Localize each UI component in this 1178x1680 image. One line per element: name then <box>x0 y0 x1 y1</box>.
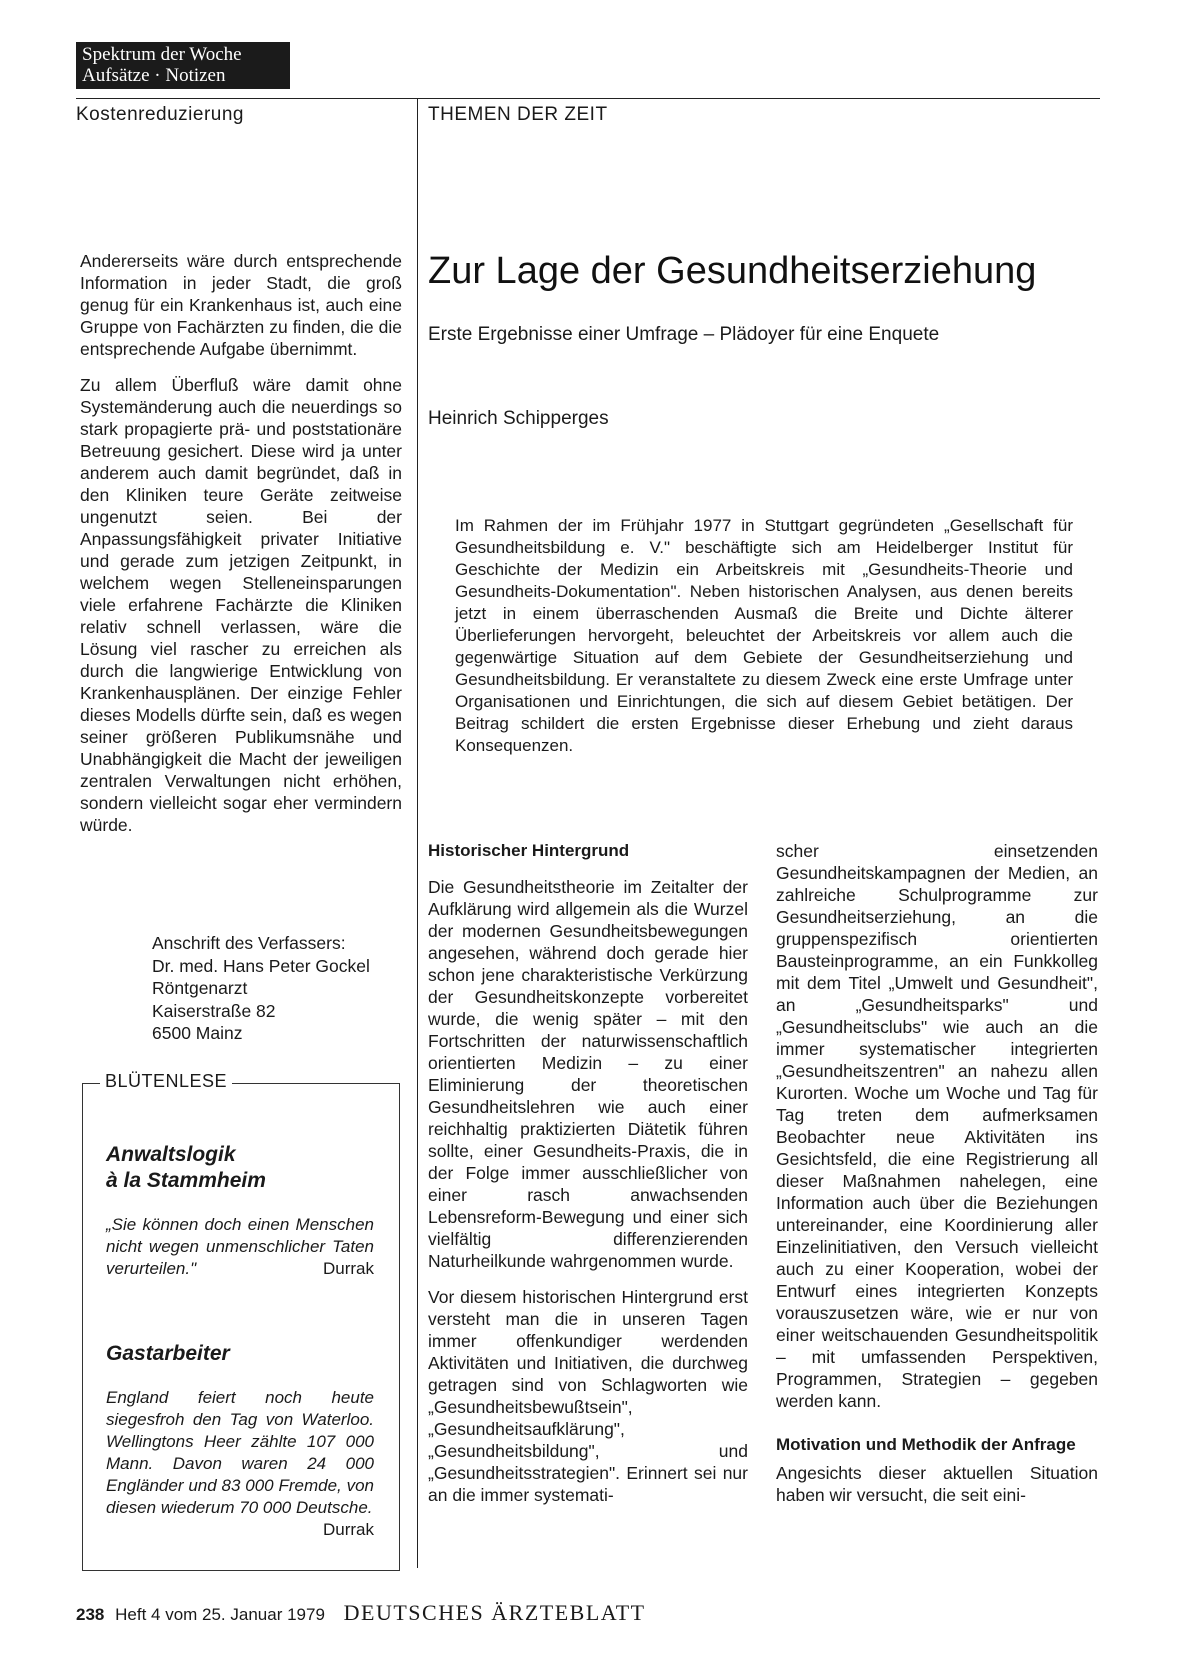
article-column-2 <box>428 840 748 1506</box>
box-item-2-source: Durrak <box>322 1520 374 1539</box>
address-line: Anschrift des Verfassers: <box>152 933 346 953</box>
page-footer <box>76 1600 652 1626</box>
left-column-text <box>80 250 402 836</box>
box-item-2-text <box>106 1387 374 1539</box>
section-heading-motivation: Motivation und Methodik der Anfrage <box>776 1435 1076 1454</box>
box-item-1-title <box>106 1142 374 1194</box>
top-rule <box>76 98 1100 99</box>
box-item-1-source: Durrak <box>322 1259 374 1278</box>
page-number: 238 <box>76 1605 105 1624</box>
address-line: 6500 Mainz <box>152 1023 243 1043</box>
box-item-1-quote: „Sie können doch einen Menschen nicht wegen unmenschlicher Taten verurteilen." <box>106 1215 374 1278</box>
article-paragraph: Vor diesem historischen Hintergrund erst versteht man die in unseren Tagen immer offenkundiger werdenden Aktivitäten und Initiativen, die durchweg getragen sind von Schlagworten wie „Gesundheitsbewußtsein", „Gesundheitsaufklärung", „Gesundheitsbildung", und „Gesundheitsstrategien". Erinnert sei nur an die immer systemati- <box>428 1287 748 1505</box>
section-heading-historischer-hintergrund: Historischer Hintergrund <box>428 841 630 860</box>
box-item-2-body: England feiert noch heute siegesfroh den Tag von Waterloo. Wellingtons Heer zählte 107 000 Mann. Davon waren 24 000 Engländer und 83 000 Fremde, von diesen wiederum 70 000 Deutsche. <box>106 1388 374 1517</box>
article-author: Heinrich Schipperges <box>428 408 609 429</box>
box-item-1-text <box>106 1214 374 1280</box>
box-item-2-title: Gastarbeiter <box>106 1342 230 1365</box>
address-line: Dr. med. Hans Peter Gockel <box>152 955 370 976</box>
author-address <box>152 932 370 1045</box>
box-item-2 <box>106 1341 374 1541</box>
left-paragraph-1: Andererseits wäre durch entsprechende Information in jeder Stadt, die groß genug für ein Krankenhaus ist, auch eine Gruppe von Fachärzten zu finden, die die entsprechende Aufgabe übernimmt. <box>80 251 402 359</box>
article-paragraph: scher einsetzenden Gesundheitskampagnen der Medien, an zahlreiche Schulprogramme zur Gesundheitserziehung, an die gruppenspezifisch orientierten Bausteinprogramme, an ein Funkkolleg mit dem Titel „Umwelt und Gesundheit", an „Gesundheitsparks" und „Gesundheitsclubs" wie auch an die immer systematischer integrierten „Gesundheitszentren" an nahezu allen Kurorten. Woche um Woche und Tag für Tag treten dem aufmerksamen Beobachter neue Aktivitäten ins Gesichtsfeld, die eine Registrierung all dieser Maßnahmen nahelegen, eine Information auch über die Beziehungen untereinander, eine Koordinierung aller Einzelinitiativen, den Versuch vielleicht auch zu einer Kooperation, wobei der Entwurf eines integrierten Konzepts vorauszusetzen wäre, wie er nur von einer weitschauenden Gesundheitspolitik – mit umfassenden Perspektiven, Programmen, Strategien – gegeben werden kann. <box>776 841 1098 1411</box>
right-section-label: THEMEN DER ZEIT <box>428 104 608 125</box>
box-item-1-title-line: Anwaltslogik <box>106 1143 236 1166</box>
article-title: Zur Lage der Gesundheitserziehung <box>428 250 1037 292</box>
column-divider <box>417 98 418 1568</box>
article-subtitle: Erste Ergebnisse einer Umfrage – Plädoyer für eine Enquete <box>428 324 940 345</box>
left-section-label: Kostenreduzierung <box>76 104 244 125</box>
section-badge <box>76 42 290 89</box>
journal-name: DEUTSCHES ÄRZTEBLATT <box>343 1600 646 1625</box>
address-line: Röntgenarzt <box>152 978 248 998</box>
box-item-1-title-line: à la Stammheim <box>106 1169 266 1192</box>
left-paragraph-2: Zu allem Überfluß wäre damit ohne Systemänderung auch die neuerdings so stark propagierte prä- und poststationäre Betreuung gesichert. Diese wird ja unter anderem auch damit begründet, daß in den Kliniken teure Geräte zeitweise ungenutzt seien. Bei der Anpassungsfähigkeit privater Initiative und gerade zum jetzigen Zeitpunkt, in welchem wegen Stelleneinsparungen viele erfahrene Fachärzte die Kliniken relativ schnell verlassen, wäre die Lösung viel rascher zu erreichen als durch die langwierige Entwicklung von Krankenhausplänen. Der einzige Fehler dieses Modells dürfte sein, daß es wegen seiner größeren Publikumsnähe und Unabhängigkeit die Macht der jeweiligen zentralen Verwaltungen nicht erhöhen, sondern vielleicht sogar eher vermindern würde. <box>80 375 402 835</box>
issue-info: Heft 4 vom 25. Januar 1979 <box>115 1605 325 1624</box>
box-item-1 <box>106 1142 374 1280</box>
article-paragraph: Angesichts dieser aktuellen Situation haben wir versucht, die seit eini- <box>776 1463 1098 1505</box>
bluetenlese-label: BLÜTENLESE <box>100 1071 232 1092</box>
badge-line-2: Aufsätze · Notizen <box>82 65 226 86</box>
address-line: Kaiserstraße 82 <box>152 1000 276 1021</box>
article-paragraph: Die Gesundheitstheorie im Zeitalter der Aufklärung wird allgemein als die Wurzel der modernen Gesundheitsbewegungen angesehen, während doch gerade hier schon jene charakteristische Verkürzung der Gesundheitskonzepte vorbereitet wurde, die wenig später – mit den Fortschritten der naturwissenschaftlich orientierten Medizin – zu einer Eliminierung der theoretischen Gesundheitslehren wie auch einer reichhaltig praktizierten Diätetik führen sollte, einer Gesundheits-Praxis, die in der Folge immer ausschließlicher von einer rasch anwachsenden Lebensreform-Bewegung und einer sich vielfältig differenzierenden Naturheilkunde wahrgenommen wurde. <box>428 877 748 1271</box>
article-column-3 <box>776 840 1098 1506</box>
article-abstract: Im Rahmen der im Frühjahr 1977 in Stuttgart gegründeten „Gesellschaft für Gesundheitsbildung e. V." beschäftigte sich am Heidelberger Institut für Geschichte der Medizin ein Arbeitskreis mit „Gesundheits-Theorie und Gesundheits-Dokumentation". Neben historischen Analysen, aus denen bereits jetzt in einem überraschenden Ausmaß die Breite und Dichte älterer Überlieferungen hervorgeht, beleuchtet der Arbeitskreis vor allem auch die gegenwärtige Situation auf dem Gebiete der Gesundheitserziehung und Gesundheitsbildung. Er veranstaltete zu diesem Zweck eine erste Umfrage unter Organisationen und Einrichtungen, die sich auf diesem Gebiet betätigen. Der Beitrag schildert die ersten Ergebnisse dieser Erhebung und zieht daraus Konsequenzen. <box>455 516 1073 755</box>
badge-line-1: Spektrum der Woche <box>82 44 242 65</box>
